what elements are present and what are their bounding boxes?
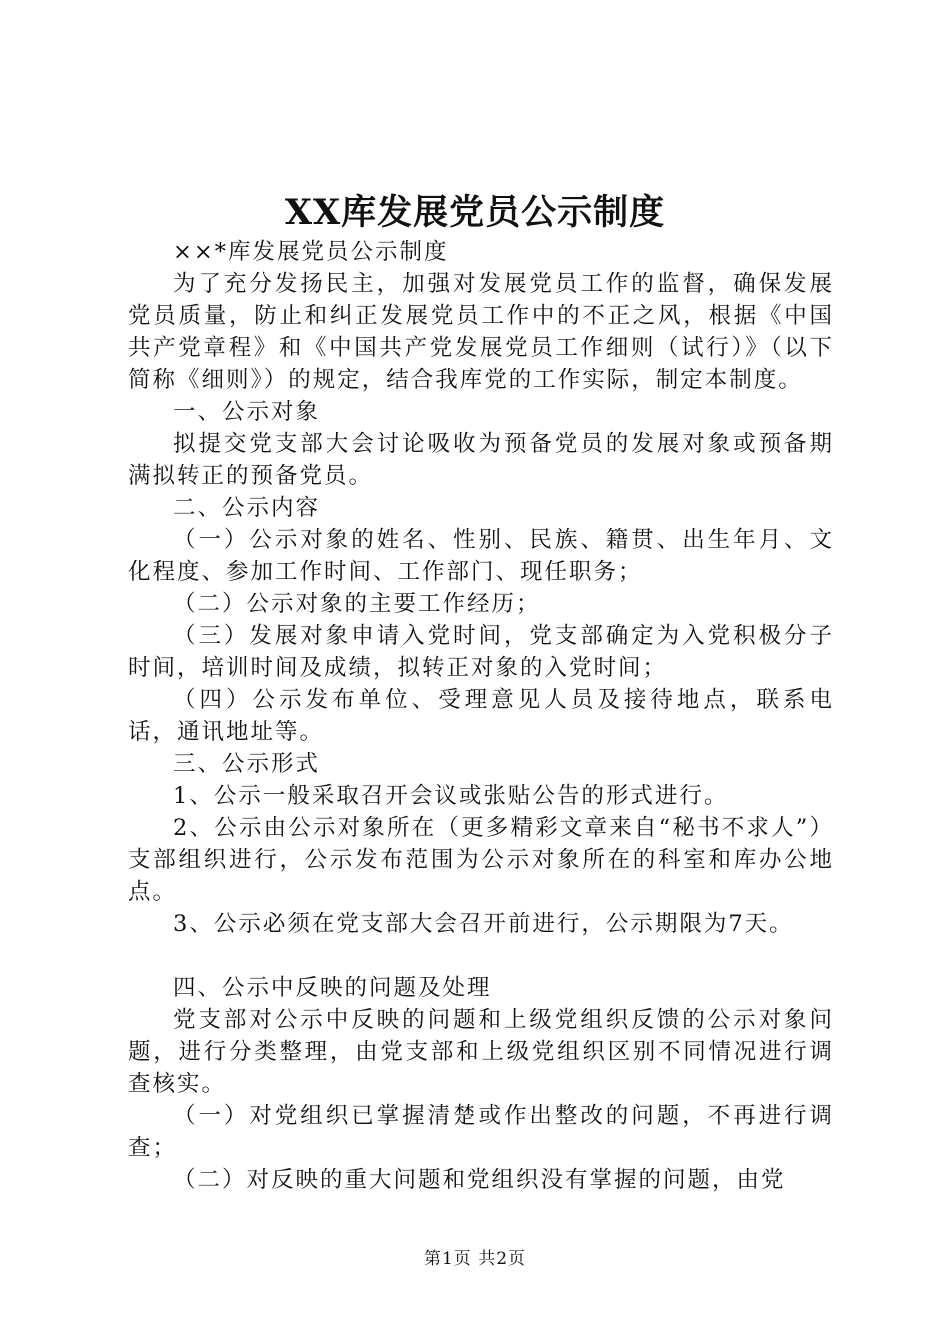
paragraph: 党支部对公示中反映的问题和上级党组织反馈的公示对象问题，进行分类整理，由党支部和上级党组织区别不同情况进行调查核实。 — [128, 1007, 834, 1097]
page-number-footer: 第1页 共2页 — [423, 1249, 527, 1269]
document-body — [128, 236, 834, 1196]
paragraph: （二）公示对象的主要工作经历； — [173, 591, 541, 617]
blank-line — [128, 940, 834, 972]
paragraph: （一）对党组织已掌握清楚或作出整改的问题，不再进行调查； — [128, 1103, 834, 1161]
paragraph: 拟提交党支部大会讨论吸收为预备党员的发展对象或预备期满拟转正的预备党员。 — [128, 431, 834, 489]
section-heading-3: 三、公示形式 — [173, 751, 321, 777]
paragraph: 3、公示必须在党支部大会召开前进行，公示期限为7天。 — [173, 911, 794, 937]
section-heading-2: 二、公示内容 — [173, 495, 321, 521]
paragraph: （四）公示发布单位、受理意见人员及接待地点，联系电话，通讯地址等。 — [128, 687, 834, 745]
paragraph: 1、公示一般采取召开会议或张贴公告的形式进行。 — [173, 783, 729, 809]
section-heading-1: 一、公示对象 — [173, 399, 321, 425]
paragraph: 2、公示由公示对象所在（更多精彩文章来自“秘书不求人”）支部组织进行，公示发布范围为公示对象所在的科室和库办公地点。 — [128, 815, 834, 905]
paragraph: （一）公示对象的姓名、性别、民族、籍贯、出生年月、文化程度、参加工作时间、工作部门、现任职务； — [128, 527, 834, 585]
paragraph-subtitle: ××*库发展党员公示制度 — [173, 239, 449, 265]
document-title: XX库发展党员公示制度 — [284, 192, 666, 233]
paragraph-intro: 为了充分发扬民主，加强对发展党员工作的监督，确保发展党员质量，防止和纠正发展党员工作中的不正之风，根据《中国共产党章程》和《中国共产党发展党员工作细则（试行）》（以下简称《细则》）的规定，结合我库党的工作实际，制定本制度。 — [128, 271, 834, 393]
section-heading-4: 四、公示中反映的问题及处理 — [173, 975, 492, 1001]
paragraph: （二）对反映的重大问题和党组织没有掌握的问题，由党 — [173, 1167, 786, 1193]
paragraph: （三）发展对象申请入党时间，党支部确定为入党积极分子时间，培训时间及成绩，拟转正对象的入党时间； — [128, 623, 834, 681]
